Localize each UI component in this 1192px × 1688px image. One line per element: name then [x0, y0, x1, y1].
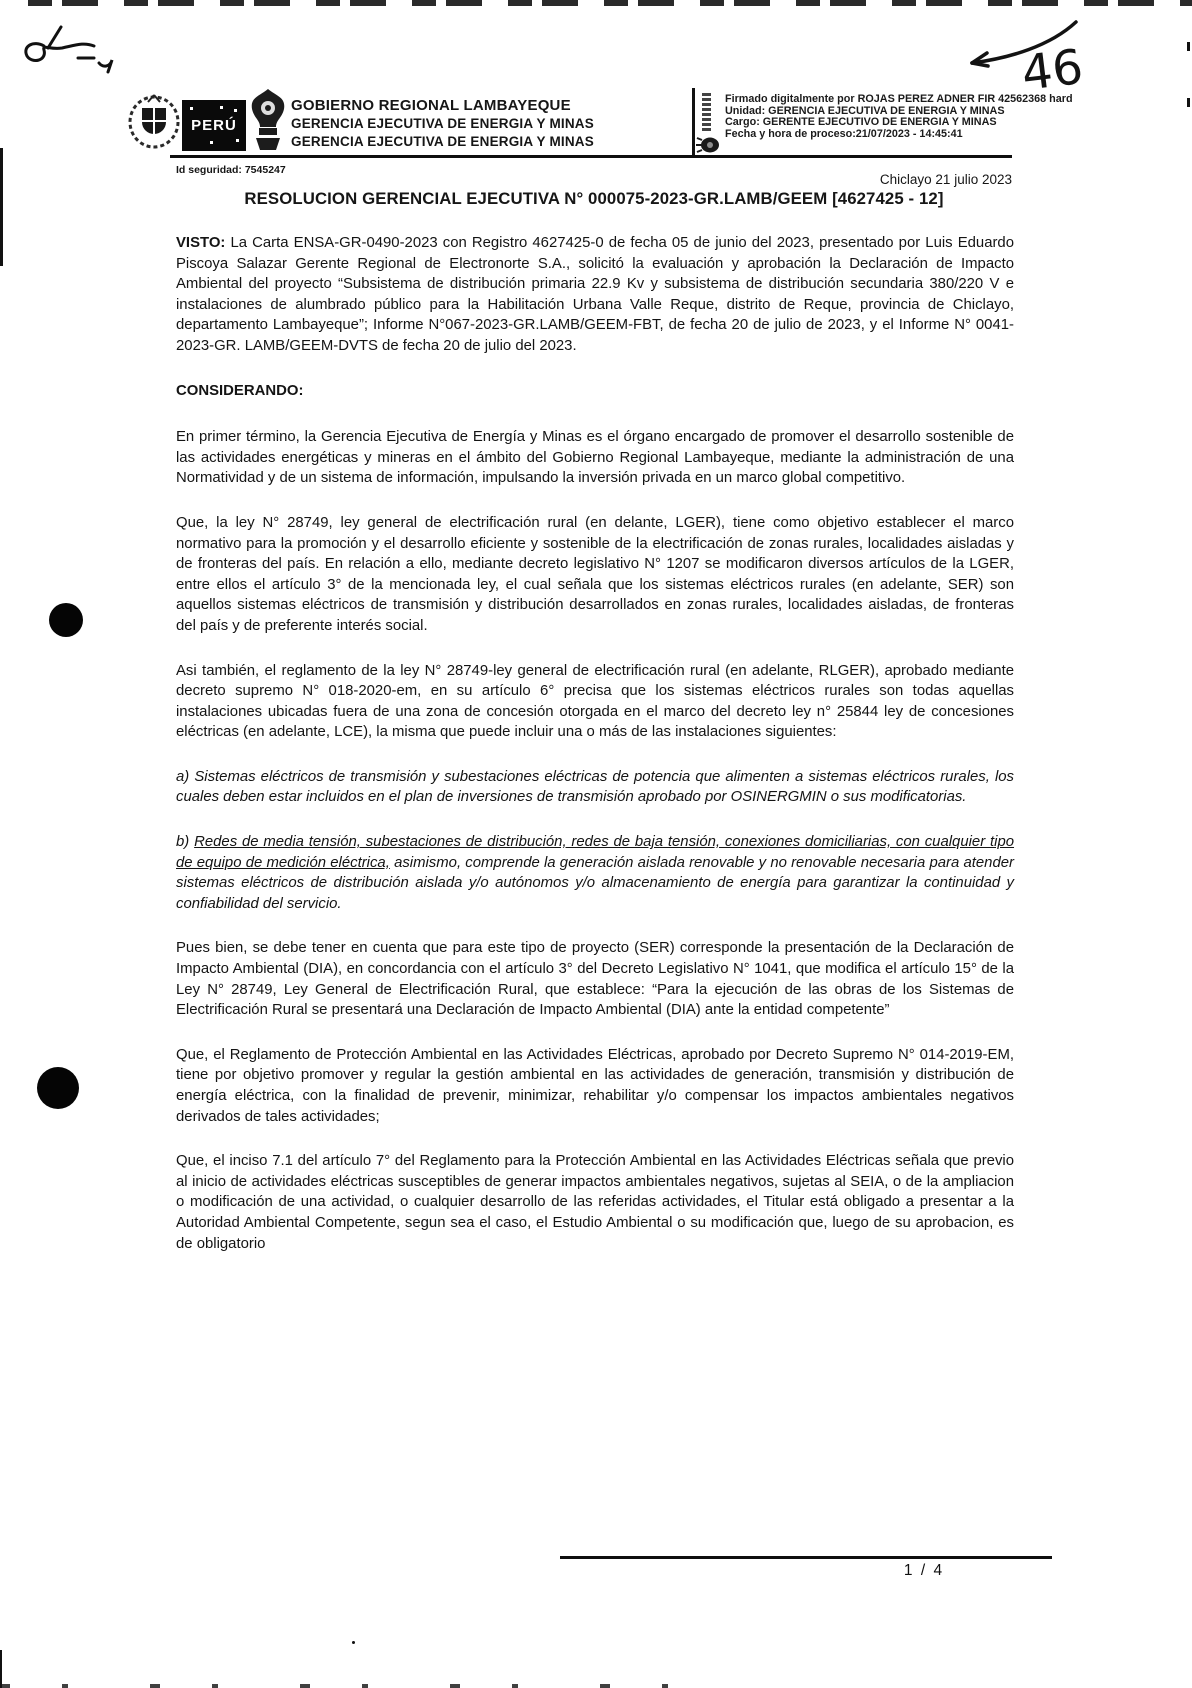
- security-id: Id seguridad: 7545247: [176, 164, 286, 176]
- lambayeque-emblem-icon: [247, 87, 289, 153]
- item-b-label: b): [176, 834, 190, 851]
- org-name: GOBIERNO REGIONAL LAMBAYEQUE: [291, 97, 571, 114]
- logo-specks: [190, 107, 193, 110]
- header-text-block: [291, 97, 594, 151]
- handwritten-scribble: [14, 18, 149, 78]
- scan-speck: [352, 1641, 355, 1644]
- place-date: Chiclayo 21 julio 2023: [879, 172, 1012, 187]
- digital-signature-block: [725, 94, 1187, 141]
- paragraph-reglamento-proteccion: Que, el Reglamento de Protección Ambiental en las Actividades Eléctricas, aprobado por Decreto Supremo N° 014-2019-EM, tiene por objetivo promover y regular la gestión ambiental en las actividades de generación, transmisión y distribución de energía eléctrica, con la finalidad de prevenir, minimizar, rehabilitar y/o compensar los impactos ambientales negativos derivados de tales actividades;: [176, 1046, 1014, 1125]
- paragraph-inciso-71: Que, el inciso 7.1 del artículo 7° del Reglamento para la Protección Ambiental en las Actividades Eléctricas señala que previo al inicio de actividades eléctricas susceptibles de generar impactos ambientales negativos, sujetas al SEIA, o de la ampliacion o modificación de una actividad, o cualquier desarrollo de las referidas actividades, el Titular está obligado a presentar a la Autoridad Ambiental Competente, segun sea el caso, el Estudio Ambiental o su modificación que, luego de su aprobacion, es de obligatorio: [176, 1153, 1014, 1252]
- signature-vertical-code-text: [702, 93, 711, 131]
- peru-coat-of-arms-icon: [127, 93, 181, 149]
- paragraph-reglamento-rlger: Asi también, el reglamento de la ley N° 28749-ley general de electrificación rural (en adelante, RLGER), aprobado mediante decreto supremo N° 018-2020-em, en su artículo 6° precisa que los sistemas eléctricos rurales son todas aquellas instalaciones ubicadas fuera de una zona de concesión otorgada en el marco del decreto ley n° 25844 ley de concesiones eléctricas (en adelante, LCE), la misma que puede incluir una o más de las instalaciones siguientes:: [176, 662, 1014, 741]
- signature-line-2: Unidad: GERENCIA EJECUTIVA DE ENERGIA Y MINAS: [725, 104, 1005, 117]
- signature-line-3: Cargo: GERENTE EJECUTIVO DE ENERGIA Y MINAS: [725, 116, 997, 129]
- scan-bottom-edge-artifact: [0, 1684, 680, 1688]
- scan-right-edge-tick: [1187, 98, 1190, 107]
- document-body: [176, 233, 1014, 1278]
- peru-wordmark-text: PERÚ: [191, 117, 237, 134]
- visto-text: La Carta ENSA-GR-0490-2023 con Registro 4627425-0 de fecha 05 de junio del 2023, presentado por Luis Eduardo Piscoya Salazar Gerente Regional de Electronorte S.A., solicitó la evaluación y aprobación la Declaración de Impacto Ambiental del proyecto “Subsistema de distribución primaria 22.9 Kv y subsistema de distribución secundaria 380/220 V e instalaciones de alumbrado público para la Habilitación Urbana Valle Reque, distrito de Reque, provincia de Chiclayo, departamento Lambayeque”; Informe N°067-2023-GR.LAMB/GEEM-FBT, de fecha 20 de julio de 2023, y el Informe N° 0041-2023-GR. LAMB/GEEM-DVTS de fecha 20 de julio del 2023.: [176, 235, 1014, 354]
- handwritten-page-annotation: [948, 6, 1118, 102]
- item-b-underlined-text: Redes de media tensión, subestaciones de distribución, redes de baja tensión, conexiones domiciliarias, con cualquier tipo de equipo de medición eléctrica,: [176, 834, 1015, 871]
- list-item-b: [176, 832, 1014, 914]
- header-rule: [170, 155, 1012, 158]
- footer-rule: [560, 1556, 1052, 1559]
- paragraph-primer-termino: En primer término, la Gerencia Ejecutiva de Energía y Minas es el órgano encargado de promover el desarrollo sostenible de las actividades energéticas y mineras en el ámbito del Gobierno Regional Lambayeque, mediante la administración de una Normatividad y de un sistema de información, impulsando la inversión privada en un marco global competitivo.: [176, 429, 1014, 487]
- peru-wordmark-logo: [182, 100, 246, 151]
- signature-line-1: Firmado digitalmente por ROJAS PEREZ ADNER FIR 42562368 hard: [725, 94, 1073, 105]
- paragraph-ley-28749: Que, la ley N° 28749, ley general de electrificación rural (en delante, LGER), tiene como objetivo establecer el marco normativo para la promoción y el desarrollo eficiente y sostenible de la electrificación de zonas rurales, localidades aisladas y de fronteras del país. En relación a ello, mediante decreto legislativo N° 1207 se modificaron diversos artículos de la LGER, entre ellos el artículo 3° de la mencionada ley, el cual señala que los sistemas eléctricos rurales (en adelante, SER) son aquellos sistemas eléctricos de transmisión y distribución desarrollados en zonas rurales, localidades aisladas, de fronteras del país y de preferente interés social.: [176, 514, 1014, 634]
- signature-divider-line: [692, 88, 695, 157]
- item-b-rest-text: asimismo, comprende la generación aislada renovable y no renovable necesaria para atender sistemas eléctricos de distribución aislada y/o autónomos y/o almacenamiento de energía para garantizar la continuidad y confiabilidad del servicio.: [176, 854, 1014, 912]
- scan-right-edge-tick: [1187, 42, 1190, 51]
- hole-punch-dot: [49, 603, 83, 637]
- scan-left-edge-artifact-bottom: [0, 1650, 2, 1688]
- hole-punch-dot: [37, 1067, 79, 1109]
- paragraph-pues-bien: Pues bien, se debe tener en cuenta que para este tipo de proyecto (SER) corresponde la presentación de la Declaración de Impacto Ambiental (DIA), en concordancia con el artículo 3° del Decreto Legislativo N° 1041, que modifica el artículo 15° de la Ley N° 28749, Ley General de Electrificación Rural, que establece: “Para la ejecución de las obras de los Sistemas de Electrificación Rural se presentará una Declaración de Impacto Ambiental (DIA) ante la entidad competente”: [176, 940, 1014, 1019]
- list-item-a: a) Sistemas eléctricos de transmisión y subestaciones eléctricas de potencia que alimenten a sistemas eléctricos rurales, los cuales deben estar incluidos en el plan de inversiones de transmisión aprobado por OSINERGMIN o sus modificatorias.: [176, 768, 1014, 806]
- visto-label: VISTO:: [176, 235, 226, 251]
- handwritten-number: 46: [1018, 38, 1087, 102]
- signature-line-4: Fecha y hora de proceso:21/07/2023 - 14:45:41: [725, 128, 963, 141]
- page-number: 1 / 4: [903, 1562, 945, 1579]
- considerando-heading: CONSIDERANDO:: [176, 382, 304, 399]
- dept-line-2: GERENCIA EJECUTIVA DE ENERGIA Y MINAS: [291, 134, 594, 149]
- signature-stamp-icon: [696, 136, 720, 154]
- scan-left-edge-artifact: [0, 148, 3, 266]
- page-title: RESOLUCION GERENCIAL EJECUTIVA N° 000075-2023-GR.LAMB/GEEM [4627425 - 12]: [244, 189, 944, 208]
- paragraph-visto: [176, 233, 1014, 357]
- dept-line-1: GERENCIA EJECUTIVA DE ENERGIA Y MINAS: [291, 116, 594, 131]
